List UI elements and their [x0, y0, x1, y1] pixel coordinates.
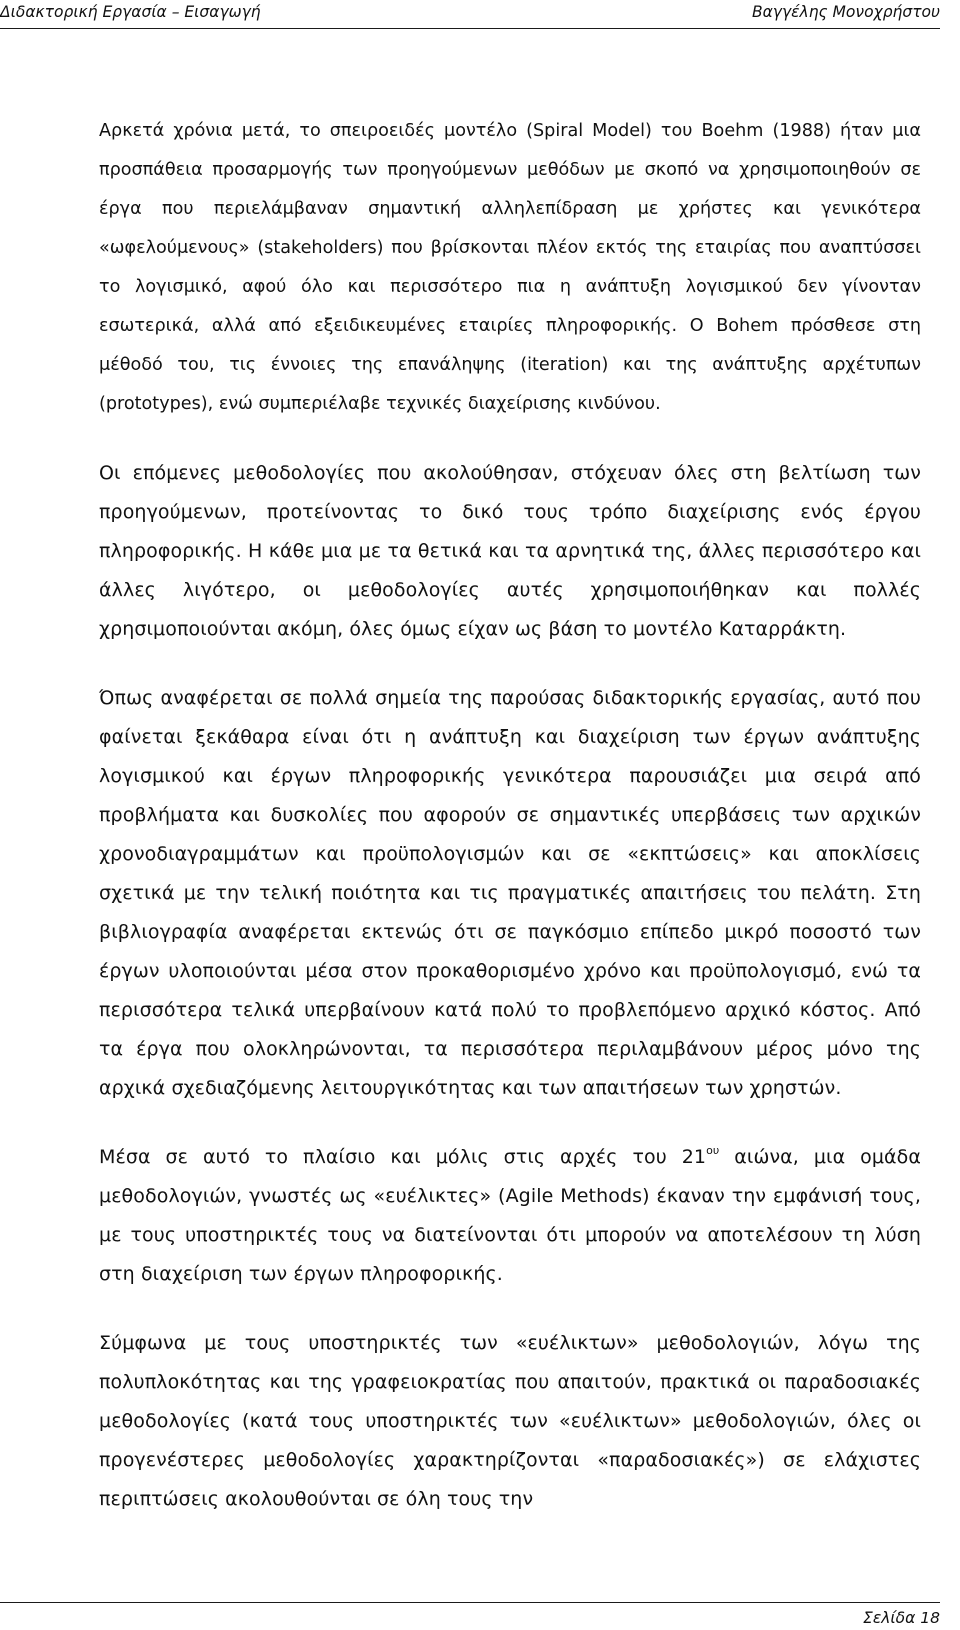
paragraph: Αρκετά χρόνια μετά, το σπειροειδές μοντέλο (Spiral Model) του Boehm (1988) ήταν μια προσπάθεια προσαρμογής των προηγούμενων μεθόδων με σκοπό να χρησιμοποιηθούν σε έργα που περιελάμβαναν σημαντική αλληλεπίδραση με χρήστες και γενικότερα «ωφελούμενους» (stakeholders) που βρίσκονται πλέον εκτός της εταιρίας που αναπτύσσει το λογισμικό, αφού όλο και περισσότερο πια η ανάπτυξη λογισμικού δεν γίνονταν εσωτερικά, αλλά από εξειδικευμένες εταιρίες πληροφορικής. Ο Bohem πρόσθεσε στη μέθοδό του, τις έννοιες της επανάληψης (iteration) και της ανάπτυξης αρχέτυπων (prototypes), ενώ συμπεριέλαβε τεχνικές διαχείρισης κινδύνου.: [99, 121, 921, 414]
page-footer: [0, 1602, 940, 1627]
paragraph: Σύμφωνα με τους υποστηρικτές των «ευέλικτων» μεθοδολογιών, λόγω της πολυπλοκότητας και της γραφειοκρατίας που απαιτούν, πρακτικά οι παραδοσιακές μεθοδολογίες (κατά τους υποστηρικτές των «ευέλικτων» μεθοδολογιών, όλες οι προγενέστερες μεθοδολογίες χαρακτηρίζονται «παραδοσιακές») σε ελάχιστες περιπτώσεις ακολουθούνται σε όλη τους την: [99, 1332, 921, 1510]
page-header: [0, 0, 940, 29]
header-author: Βαγγέλης Μονοχρήστου: [751, 3, 940, 21]
paragraph: Οι επόμενες μεθοδολογίες που ακολούθησαν, στόχευαν όλες στη βελτίωση των προηγούμενων, προτείνοντας το δικό τους τρόπο διαχείρισης ενός έργου πληροφορικής. Η κάθε μια με τα θετικά και τα αρνητικά της, άλλες περισσότερο και άλλες λιγότερο, οι μεθοδολογίες αυτές χρησιμοποιήθηκαν και πολλές χρησιμοποιούνται ακόμη, όλες όμως είχαν ως βάση το μοντέλο Καταρράκτη.: [99, 462, 921, 640]
paragraph-text: Μέσα σε αυτό το πλαίσιο και μόλις στις αρχές του 21: [99, 1146, 707, 1168]
header-document-title: Διδακτορική Εργασία – Εισαγωγή: [0, 3, 261, 21]
paragraph-text: αιώνα, μια ομάδα μεθοδολογιών, γνωστές ως «ευέλικτες» (Agile Methods) έκαναν την εμφάνισή τους, με τους υποστηρικτές τους να διατείνονται ότι μπορούν να αποτελέσουν τη λύση στη διαχείριση των έργων πληροφορικής.: [99, 1146, 921, 1285]
page-number: Σελίδα 18: [863, 1609, 940, 1627]
ordinal-superscript: ου: [706, 1144, 720, 1157]
document-body: [99, 112, 921, 1549]
paragraph: [99, 1138, 921, 1294]
paragraph: Όπως αναφέρεται σε πολλά σημεία της παρούσας διδακτορικής εργασίας, αυτό που φαίνεται ξεκάθαρα είναι ότι η ανάπτυξη και διαχείριση των έργων ανάπτυξης λογισμικού και έργων πληροφορικής γενικότερα παρουσιάζει μια σειρά από προβλήματα και δυσκολίες που αφορούν σε σημαντικές υπερβάσεις των αρχικών χρονοδιαγραμμάτων και προϋπολογισμών και σε «εκπτώσεις» και αποκλίσεις σχετικά με την τελική ποιότητα και τις πραγματικές απαιτήσεις του πελάτη. Στη βιβλιογραφία αναφέρεται εκτενώς ότι σε παγκόσμιο επίπεδο μικρό ποσοστό των έργων υλοποιούνται μέσα στον προκαθορισμένο χρόνο και προϋπολογισμό, ενώ τα περισσότερα τελικά υπερβαίνουν κατά πολύ το προβλεπόμενο αρχικό κόστος. Από τα έργα που ολοκληρώνονται, τα περισσότερα περιλαμβάνουν μέρος μόνο της αρχικά σχεδιαζόμενης λειτουργικότητας και των απαιτήσεων των χρηστών.: [99, 687, 921, 1099]
